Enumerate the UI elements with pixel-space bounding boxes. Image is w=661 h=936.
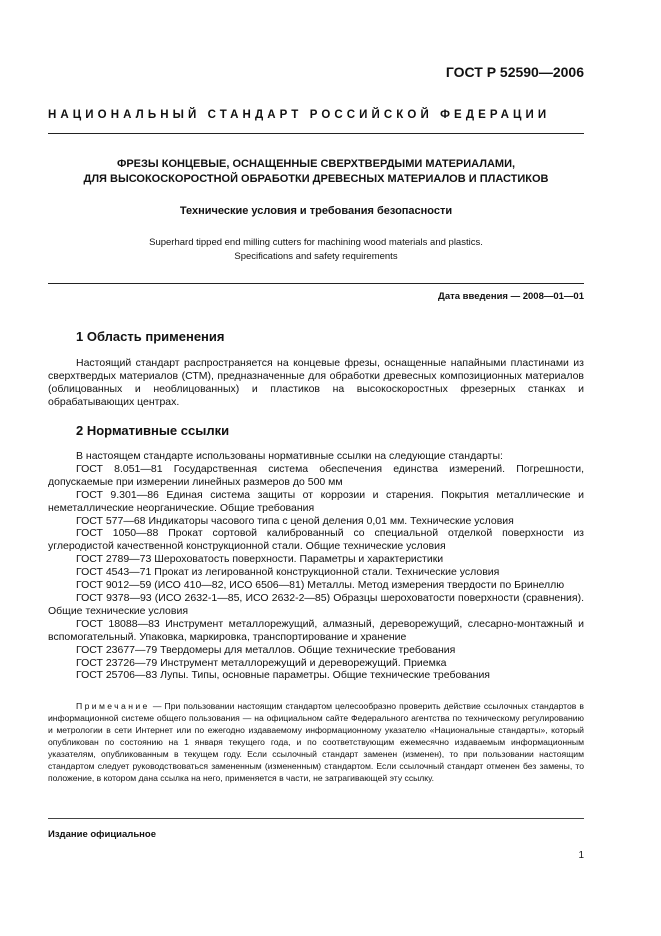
section-2-references: [48, 450, 584, 682]
section-1-body: Настоящий стандарт распространяется на концевые фрезы, оснащенные напайными пластинами из сверхтвердых материалов (СТМ), предназначенные для обработки древесных композиционных материалов (облицованных и необлицованных) и пластиков на высокоскоростных фрезерных станках и обрабатывающих центрах.: [48, 357, 584, 408]
reference-item: [48, 592, 584, 618]
section-1-heading: 1 Область применения: [76, 329, 225, 344]
reference-text: ГОСТ 4543—71 Прокат из легированной конструкционной стали. Технические условия: [76, 566, 500, 579]
reference-text: ГОСТ 9012—59 (ИСО 410—82, ИСО 6506—81) Металлы. Метод измерения твердости по Бринеллю: [76, 579, 565, 592]
reference-text: ГОСТ 18088—83 Инструмент металлорежущий, алмазный, дереворежущий, слесарно-монтажный и вспомогательный. Упаковка, маркировка, транспортирование и хранение: [48, 617, 584, 643]
introduction-date: Дата введения — 2008—01—01: [438, 291, 584, 302]
footer-rule: [48, 818, 584, 819]
gost-number: ГОСТ Р 52590—2006: [445, 64, 584, 80]
reference-item: [48, 463, 584, 489]
reference-item: [48, 553, 584, 566]
reference-item: [48, 579, 584, 592]
section-2-heading: 2 Нормативные ссылки: [76, 423, 230, 438]
title-rule: [48, 283, 584, 284]
reference-text: ГОСТ 1050—88 Прокат сортовой калиброванный со специальной отделкой поверхности из углеродистой качественной конструкционной стали. Общие технические условия: [48, 527, 584, 553]
reference-item: [48, 669, 584, 682]
document-subtitle: Технические условия и требования безопасности: [179, 205, 453, 217]
edition-label: Издание официальное: [48, 829, 156, 840]
reference-item: [48, 644, 584, 657]
reference-text: ГОСТ 8.051—81 Государственная система обеспечения единства измерений. Погрешности, допускаемые при измерении линейных размеров до 500 мм: [48, 462, 584, 488]
references-note: [48, 700, 584, 784]
note-label: Примечание: [76, 701, 150, 711]
references-intro: В настоящем стандарте использованы нормативные ссылки на следующие стандарты:: [76, 450, 503, 462]
reference-item: [48, 657, 584, 670]
document-title: [48, 157, 584, 187]
reference-text: ГОСТ 25706—83 Лупы. Типы, основные параметры. Общие технические требования: [76, 669, 490, 682]
section-1-text: [48, 357, 584, 409]
document-title-line2: ДЛЯ ВЫСОКОСКОРОСТНОЙ ОБРАБОТКИ ДРЕВЕСНЫХ МАТЕРИАЛОВ И ПЛАСТИКОВ: [83, 173, 549, 185]
reference-item: [48, 489, 584, 515]
reference-text: ГОСТ 9.301—86 Единая система защиты от коррозии и старения. Покрытия металлические и неметаллические неорганические. Общие требования: [48, 488, 584, 514]
note-text: — При пользовании настоящим стандартом целесообразно проверить действие ссылочных стандартов в информационной системе общего пользования — на официальном сайте Федерального агентства по техническому регулированию и метрологии в сети Интернет или по ежегодно издаваемому информационному указателю «Национальные стандарты», который опубликован по состоянию на 1 января текущего года, и по соответствующим ежемесячно издаваемым информационным указателям, опубликованным в текущем году. Если ссылочный стандарт заменен (изменен), то при пользовании настоящим стандартом следует руководствоваться замененным (измененным) стандартом. Если ссылочный стандарт отменен без замены, то положение, в котором дана ссылка на него, применяется в части, не затрагивающей эту ссылку.: [48, 701, 584, 783]
document-title-line1: ФРЕЗЫ КОНЦЕВЫЕ, ОСНАЩЕННЫЕ СВЕРХТВЕРДЫМИ МАТЕРИАЛАМИ,: [116, 158, 516, 170]
reference-item: [48, 515, 584, 528]
english-title-line2: Specifications and safety requirements: [234, 250, 398, 262]
reference-text: ГОСТ 23726—79 Инструмент металлорежущий и дереворежущий. Приемка: [76, 656, 447, 669]
english-title: [48, 236, 584, 263]
reference-item: [48, 566, 584, 579]
reference-text: ГОСТ 577—68 Индикаторы часового типа с ценой деления 0,01 мм. Технические условия: [76, 514, 514, 527]
reference-item: [48, 527, 584, 553]
section-2-intro: [48, 450, 584, 463]
header-rule: [48, 133, 584, 134]
national-standard-title: НАЦИОНАЛЬНЫЙ СТАНДАРТ РОССИЙСКОЙ ФЕДЕРАЦИИ: [48, 109, 551, 121]
reference-text: ГОСТ 9378—93 (ИСО 2632-1—85, ИСО 2632-2—85) Образцы шероховатости поверхности (сравнения). Общие технические условия: [48, 591, 584, 617]
reference-text: ГОСТ 23677—79 Твердомеры для металлов. Общие технические требования: [76, 643, 456, 656]
page-number: 1: [578, 850, 584, 861]
english-title-line1: Superhard tipped end milling cutters for machining wood materials and plastics.: [149, 237, 483, 248]
reference-item: [48, 618, 584, 644]
reference-text: ГОСТ 2789—73 Шероховатость поверхности. Параметры и характеристики: [76, 553, 444, 566]
